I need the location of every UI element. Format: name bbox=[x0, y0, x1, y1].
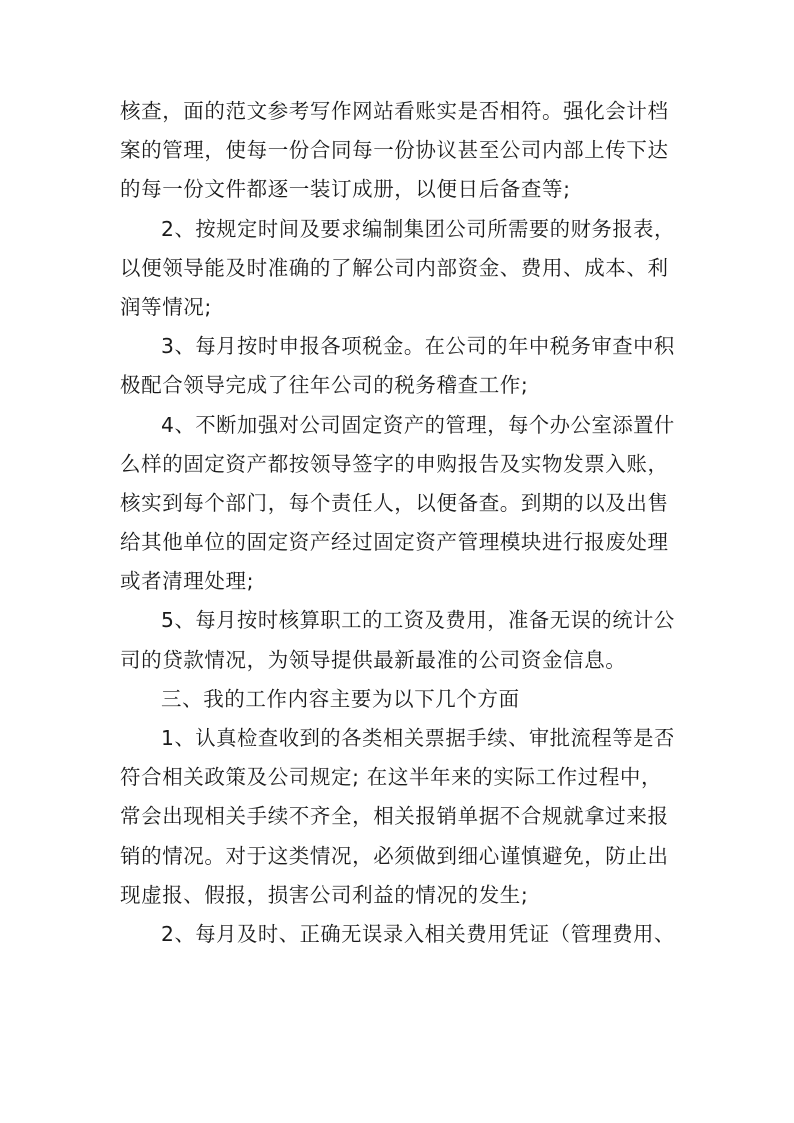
text-line: 的每一份文件都逐一装订成册，以便日后备查等; bbox=[120, 177, 571, 202]
text-line: 5、每月按时核算职工的工资及费用，准备无误的统计公 bbox=[161, 608, 675, 633]
text-line: 极配合领导完成了往年公司的税务稽查工作; bbox=[120, 373, 529, 398]
text-line: 或者清理处理; bbox=[120, 569, 255, 594]
text-line: 1、认真检查收到的各类相关票据手续、审批流程等是否 bbox=[161, 726, 675, 750]
text-line: 2、每月及时、正确无误录入相关费用凭证（管理费用、 bbox=[161, 921, 675, 946]
text-line: 给其他单位的固定资产经过固定资产管理模块进行报废处理 bbox=[120, 530, 669, 555]
text-line: 4、不断加强对公司固定资产的管理，每个办公室添置什 bbox=[161, 412, 675, 437]
text-line: 核实到每个部门，每个责任人，以便备查。到期的以及出售 bbox=[120, 490, 669, 515]
text-line: 符合相关政策及公司规定; 在这半年来的实际工作过程中， bbox=[120, 765, 663, 790]
document-body bbox=[120, 92, 680, 954]
text-line: 常会出现相关手续不齐全，相关报销单据不合规就拿过来报 bbox=[120, 804, 669, 829]
text-line: 么样的固定资产都按领导签字的申购报告及实物发票入账， bbox=[120, 451, 669, 476]
text-line: 核查，面的范文参考写作网站看账实是否相符。强化会计档 bbox=[120, 99, 669, 123]
text-line: 司的贷款情况，为领导提供最新最准的公司资金信息。 bbox=[120, 647, 627, 672]
text-line: 现虚报、假报，损害公司利益的情况的发生; bbox=[120, 882, 529, 907]
section-heading: 三、我的工作内容主要为以下几个方面 bbox=[161, 686, 520, 711]
text-line: 以便领导能及时准确的了解公司内部资金、费用、成本、利 bbox=[120, 255, 669, 280]
text-line: 3、每月按时申报各项税金。在公司的年中税务审查中积 bbox=[161, 334, 675, 359]
text-line: 2、按规定时间及要求编制集团公司所需要的财务报表， bbox=[161, 216, 675, 241]
text-line: 润等情况; bbox=[120, 294, 212, 319]
text-line: 案的管理，使每一份合同每一份协议甚至公司内部上传下达 bbox=[120, 138, 669, 163]
text-line: 销的情况。对于这类情况，必须做到细心谨慎避免，防止出 bbox=[120, 843, 669, 868]
